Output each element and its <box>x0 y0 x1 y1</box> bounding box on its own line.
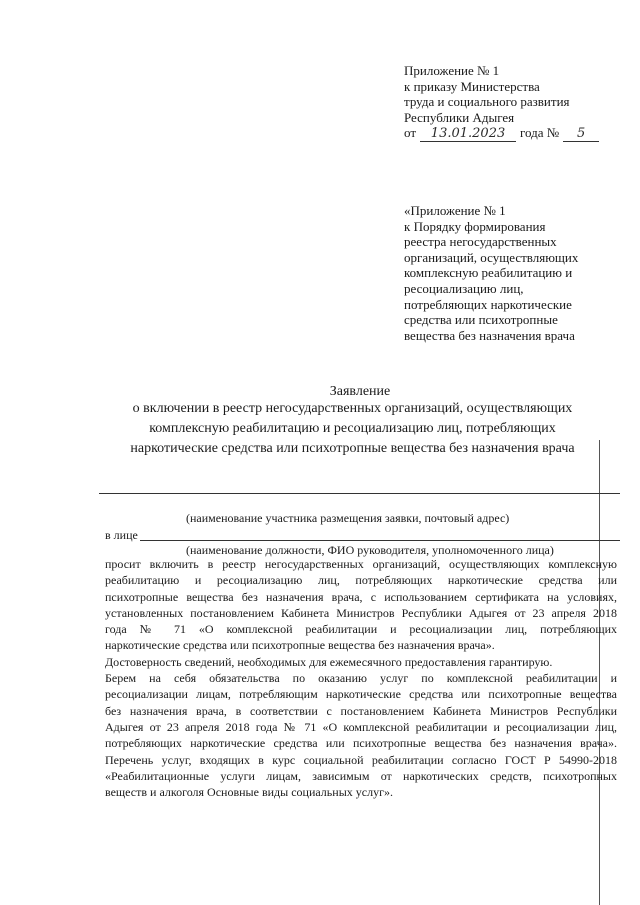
appendix-2-line: организаций, осуществляющих <box>404 249 579 265</box>
order-number-handwritten: 5 <box>563 127 599 142</box>
appendix-2-line: «Приложение № 1 <box>404 203 506 218</box>
body-line: ресоциализации лицам, потребляющим наркотические средства или психотропные вещества <box>105 687 617 702</box>
appendix-2-header <box>404 203 604 343</box>
appendix-2-line: вещества без назначения врача <box>404 327 575 343</box>
body-line: наркотические средства или психотропные вещества без назначения врача». <box>105 638 495 653</box>
head-fill-line <box>140 540 620 541</box>
in-person-label: в лице <box>105 528 138 542</box>
document-subtitle <box>105 399 600 459</box>
body-line: потребляющих наркотические средства или психотропные вещества без назначения врача». <box>105 736 617 751</box>
appendix-2-line: средства или психотропные <box>404 312 558 328</box>
body-line: Адыгея от 23 апреля 2018 года № 71 «О комплексной реабилитации и ресоциализации лиц, <box>105 719 617 734</box>
body-line: реабилитацию и ресоциализацию лиц, потребляющих наркотические средства или <box>105 573 617 588</box>
body-line: без назначения врача, в соответствии с постановлением Кабинета Министров Республики <box>105 703 617 718</box>
participant-fill-line <box>99 493 620 494</box>
subtitle-line: о включении в реестр негосударственных организаций, осуществляющих <box>132 401 573 416</box>
body-line: Берем на себя обязательства по оказанию услуг по комплексной реабилитации и <box>105 671 617 686</box>
appendix-2-line: комплексную реабилитацию и <box>404 265 573 281</box>
year-number-label: года № <box>520 125 560 141</box>
body-line: года № 71 «О комплексной реабилитации и ресоциализации лиц, потребляющих <box>105 622 617 637</box>
subtitle-line: наркотические средства или психотропные вещества без назначения врача <box>130 441 575 456</box>
body-line: Перечень услуг, входящих в курс социальной реабилитации согласно ГОСТ Р 54990-2018 <box>105 752 617 767</box>
appendix-1-header <box>404 63 624 142</box>
document-title: Заявление <box>329 384 391 399</box>
order-date-handwritten: 13.01.2023 <box>420 127 516 142</box>
body-line: Достоверность сведений, необходимых для ежемесячного предоставления гарантирую. <box>105 654 553 669</box>
appendix-1-line: Республики Адыгея <box>404 109 515 125</box>
appendix-2-line: к Порядку формирования <box>404 218 546 234</box>
date-prefix: от <box>404 125 417 141</box>
body-line: психотропные вещества без назначения врача, с использованием сертификата на условиях, <box>105 589 617 604</box>
body-line: «Реабилитационные услуги лицам, зависимым от наркотических средств, психотропных <box>105 768 617 783</box>
body-line: веществ и алкоголя Основные виды социальных услуг». <box>105 785 393 800</box>
order-date-row <box>404 125 624 142</box>
head-caption: (наименование должности, ФИО руководителя, уполномоченного лица) <box>186 543 554 557</box>
appendix-2-line: потребляющих наркотические <box>404 296 572 312</box>
body-line: просит включить в реестр негосударственных организаций, осуществляющих комплексную <box>105 557 617 571</box>
participant-caption: (наименование участника размещения заявки, почтовый адрес) <box>186 511 510 525</box>
appendix-1-line: труда и социального развития <box>404 94 570 110</box>
appendix-2-line: ресоциализацию лиц, <box>404 280 524 296</box>
application-body <box>105 556 617 800</box>
body-line: установленных постановлением Кабинета Министров Республики Адыгея от 23 апреля 2018 <box>105 605 617 620</box>
subtitle-line: комплексную реабилитацию и ресоциализацию лиц, потребляющих <box>149 421 556 436</box>
appendix-1-line: к приказу Министерства <box>404 78 540 94</box>
appendix-1-line: Приложение № 1 <box>404 63 500 78</box>
appendix-2-line: реестра негосударственных <box>404 234 557 250</box>
